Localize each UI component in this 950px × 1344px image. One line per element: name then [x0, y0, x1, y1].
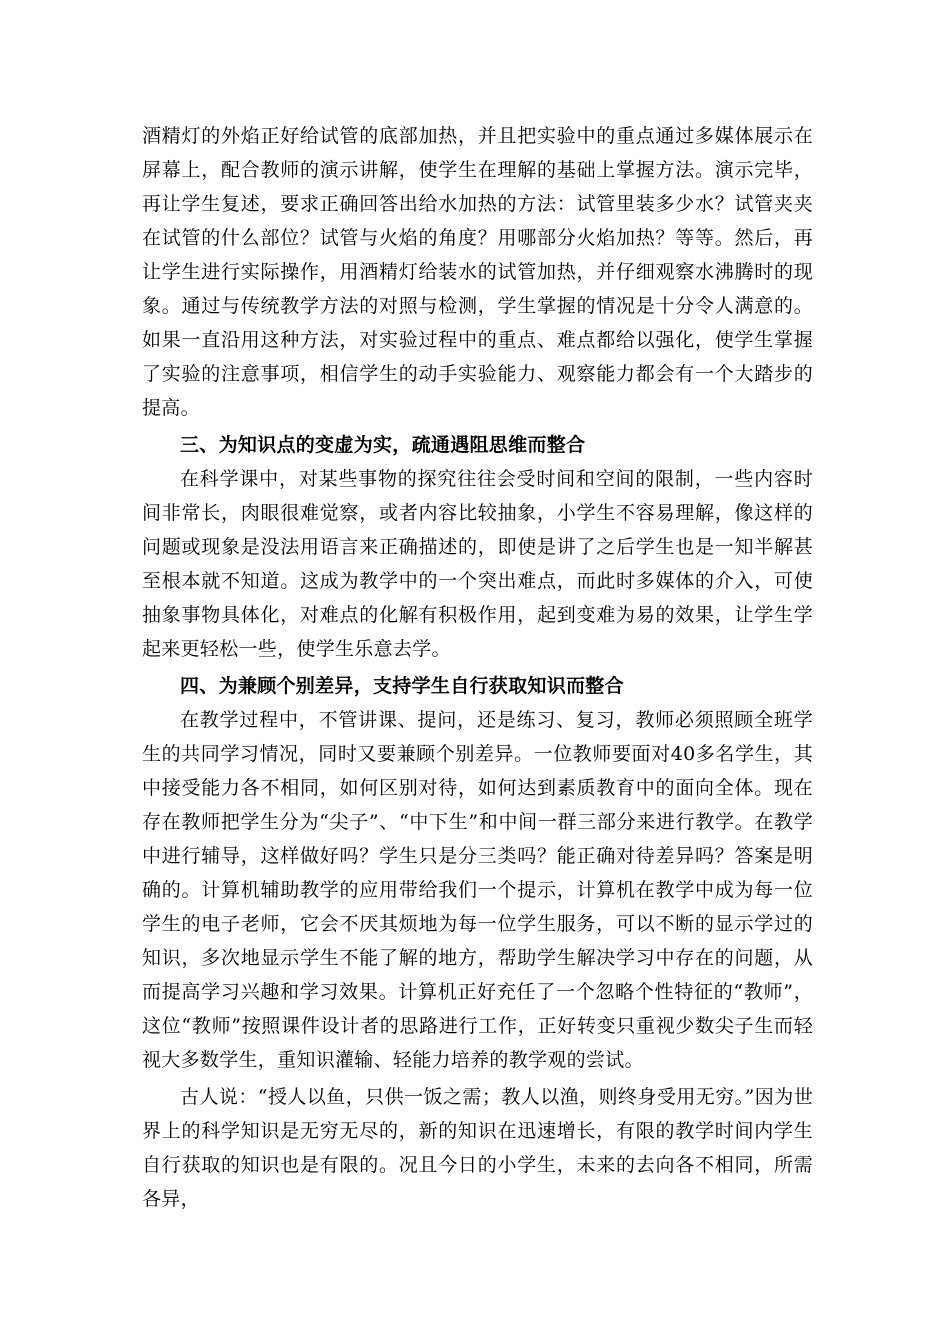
document-body — [142, 119, 813, 1216]
section-heading-3: 三、为知识点的变虚为实，疏通遇阻思维而整合 — [180, 434, 586, 456]
paragraph-ancient-saying: 古人说：“授人以鱼，只供一饭之需；教人以渔，则终身受用无穷。”因为世界上的科学知识是无穷无尽的，新的知识在迅速增长，有限的教学时间内学生自行获取的知识也是有限的。况且今日的小学生，未来的去向各不相同，所需各异， — [142, 1086, 813, 1210]
paragraph-abstract-concrete: 在科学课中，对某些事物的探究往往会受时间和空间的限制，一些内容时间非常长，肉眼很难觉察，或者内容比较抽象，小学生不容易理解，像这样的问题或现象是没法用语言来正确描述的，即使是讲了之后学生也是一知半解甚至根本就不知道。这成为教学中的一个突出难点，而此时多媒体的介入，可使抽象事物具体化，对难点的化解有积极作用，起到变难为易的效果，让学生学起来更轻松一些，使学生乐意去学。 — [142, 468, 813, 660]
paragraph-individual-differences: 在教学过程中，不管讲课、提问，还是练习、复习，教师必须照顾全班学生的共同学习情况，同时又要兼顾个别差异。一位教师要面对40多名学生，其中接受能力各不相同，如何区别对待，如何达到素质教育中的面向全体。现在存在教师把学生分为“尖子”、“中下生”和中间一群三部分来进行教学。在教学中进行辅导，这样做好吗？学生只是分三类吗？能正确对待差异吗？答案是明确的。计算机辅助教学的应用带给我们一个提示，计算机在教学中成为每一位学生的电子老师，它会不厌其烦地为每一位学生服务，可以不断的显示学过的知识，多次地显示学生不能了解的地方，帮助学生解决学习中存在的问题，从而提高学习兴趣和学习效果。计算机正好充任了一个忽略个性特征的“教师”，这位“教师”按照课件设计者的思路进行工作，正好转变只重视少数尖子生而轻视大多数学生，重知识灌输、轻能力培养的教学观的尝试。 — [142, 709, 813, 1071]
section-heading-4: 四、为兼顾个别差异，支持学生自行获取知识而整合 — [180, 675, 624, 697]
paragraph-experiment-method: 酒精灯的外焰正好给试管的底部加热，并且把实验中的重点通过多媒体展示在屏幕上，配合教师的演示讲解，使学生在理解的基础上掌握方法。演示完毕，再让学生复述，要求正确回答出给水加热的方法：试管里装多少水？试管夹夹在试管的什么部位？试管与火焰的角度？用哪部分火焰加热？等等。然后，再让学生进行实际操作，用酒精灯给装水的试管加热，并仔细观察水沸腾时的现象。通过与传统教学方法的对照与检测，学生掌握的情况是十分令人满意的。如果一直沿用这种方法，对实验过程中的重点、难点都给以强化，使学生掌握了实验的注意事项，相信学生的动手实验能力、观察能力都会有一个大踏步的提高。 — [142, 125, 813, 419]
